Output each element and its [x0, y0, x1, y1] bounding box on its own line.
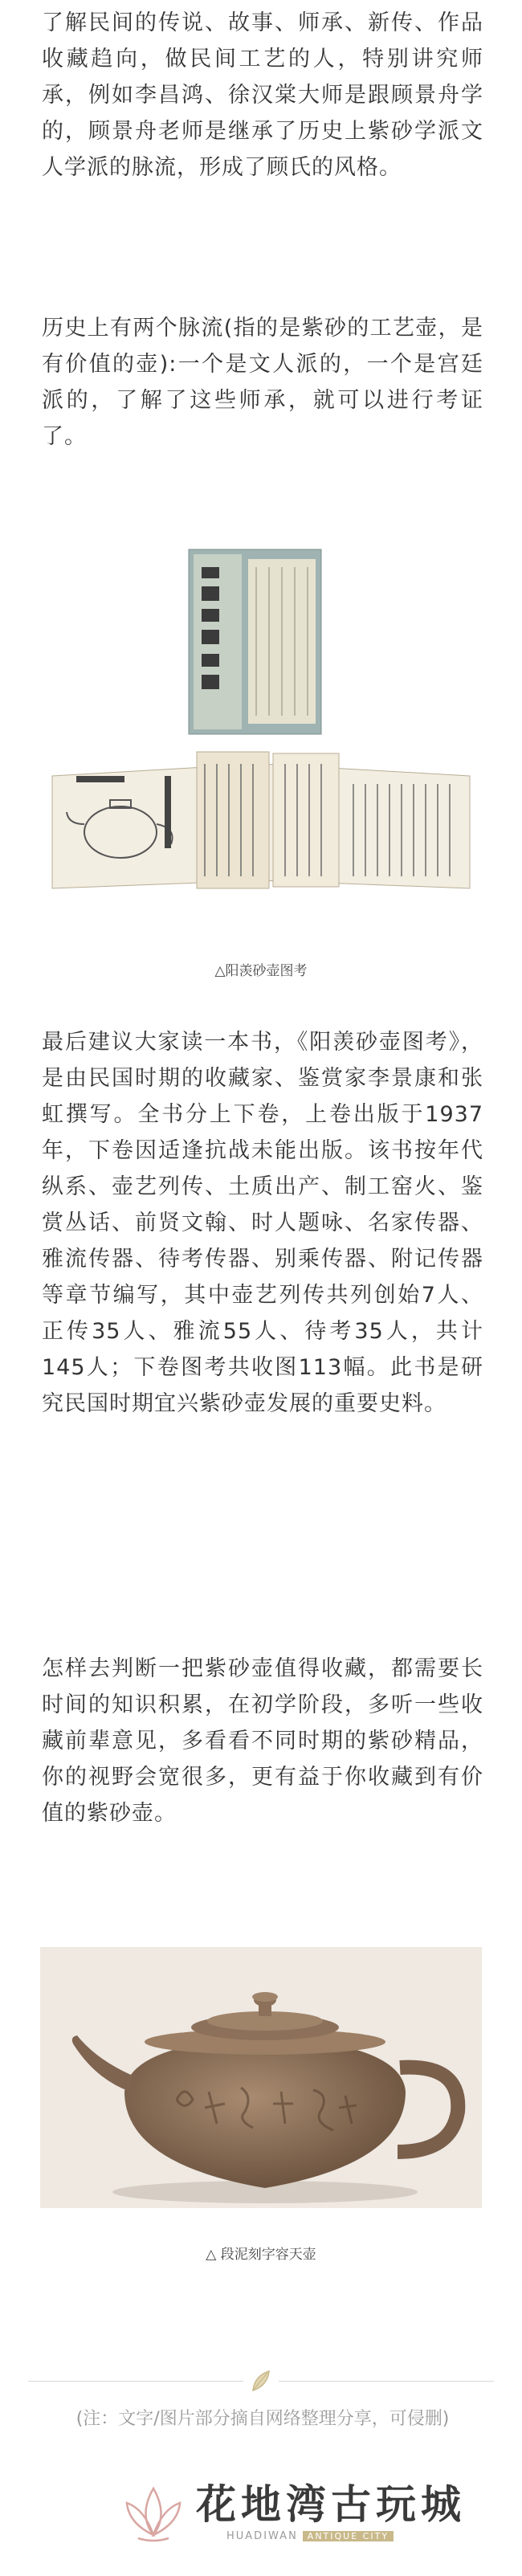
brand-name-en-main: HUADIWAN	[226, 2530, 298, 2542]
brand-name-cn: 花地湾古玩城	[196, 2480, 466, 2528]
article-paragraph-2: 历史上有两个脉流(指的是紫砂的工艺壶，是有价值的壶):一个是文人派的，一个是宫廷派的，了解了这些师承，就可以进行考证了。	[42, 316, 483, 449]
brand-name-en-sub: ANTIQUE CITY	[303, 2531, 394, 2541]
divider-left	[28, 2381, 243, 2382]
leaf-icon	[247, 2366, 275, 2395]
divider-right	[279, 2381, 494, 2382]
teapot-image-caption: △ 段泥刻字容天壶	[206, 2247, 316, 2263]
article-paragraph-3: 最后建议大家读一本书，《阳羡砂壶图考》，是由民国时期的收藏家、鉴赏家李景康和张虹撰写。全书分上下卷，上卷出版于1937年，下卷因适逢抗战未能出版。该书按年代纵系、壶艺列传、土质出产、制工窑火、鉴赏丛话、前贤文翰、时人题咏、名家传器、雅流传器、待考传器、别乘传器、附记传器等章节编写，其中壶艺列传共列创始7人、正传35人、雅流55人、待考35人，共计145人；下卷图考共收图113幅。此书是研究民国时期宜兴紫砂壶发展的重要史料。	[42, 1030, 483, 1416]
brand-name-en	[226, 2530, 394, 2542]
source-note: (注：文字/图片部分摘自网络整理分享，可侵删)	[75, 2409, 450, 2429]
book-image-caption: △阳羡砂壶图考	[214, 963, 308, 979]
article-paragraph-4: 怎样去判断一把紫砂壶值得收藏，都需要长时间的知识积累，在初学阶段，多听一些收藏前辈意见，多看看不同时期的紫砂精品，你的视野会宽很多，更有益于你收藏到有价值的紫砂壶。	[42, 1656, 483, 1826]
teapot-image	[40, 1947, 482, 2208]
book-illustration	[44, 535, 478, 912]
teapot-illustration	[40, 1947, 482, 2208]
article-paragraph-1: 了解民间的传说、故事、师承、新传、作品收藏趋向，做民间工艺的人，特别讲究师承，例如李昌鸿、徐汉棠大师是跟顾景舟学的，顾景舟老师是继承了历史上紫砂学派文人学派的脉流，形成了顾氏的风格。	[42, 10, 483, 180]
lotus-logo-icon	[120, 2479, 186, 2545]
brand-logo	[120, 2468, 466, 2556]
book-image	[44, 535, 478, 912]
